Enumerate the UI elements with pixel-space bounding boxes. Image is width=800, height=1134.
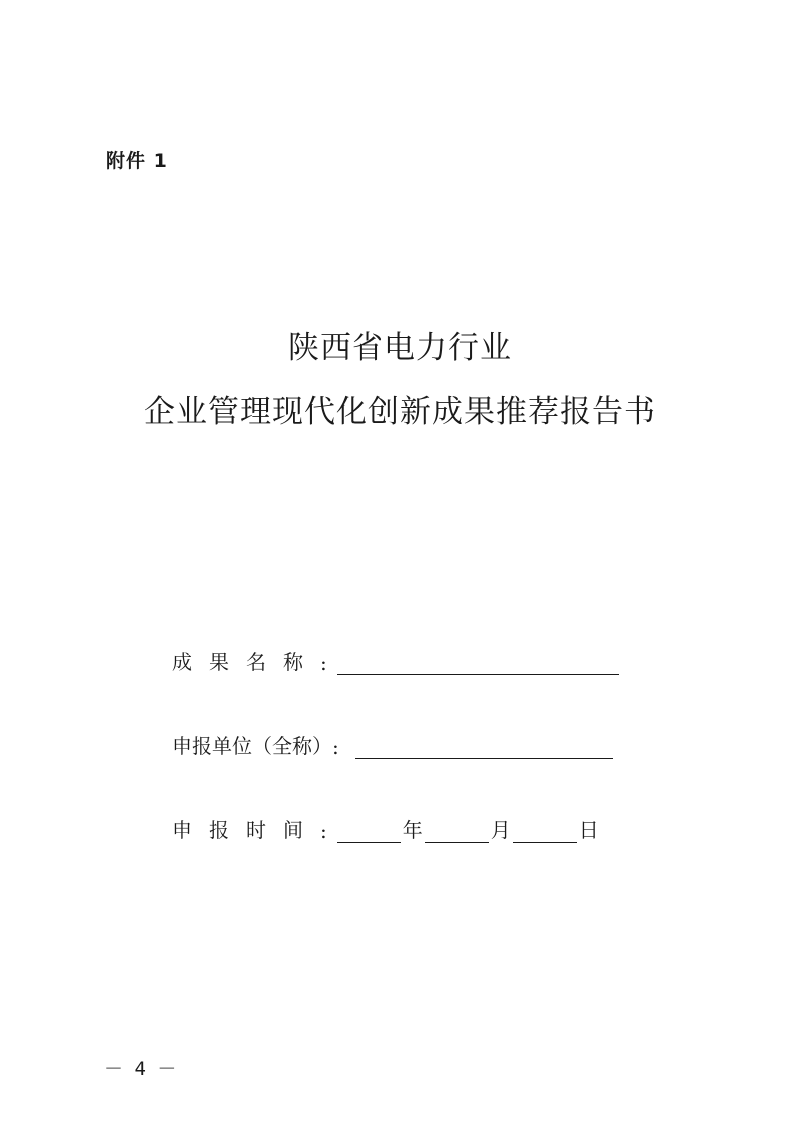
application-date-colon: : [320, 819, 327, 843]
applicant-unit-blank[interactable] [355, 738, 613, 759]
attachment-label: 附件 1 [106, 150, 168, 172]
month-unit: 月 [490, 818, 511, 842]
application-date-label: 申报时间 [172, 818, 320, 842]
document-title-line1: 陕西省电力行业 [288, 330, 512, 366]
year-blank[interactable] [337, 822, 401, 843]
year-unit: 年 [402, 818, 423, 842]
achievement-name-blank[interactable] [337, 654, 619, 675]
day-unit: 日 [578, 818, 599, 842]
month-blank[interactable] [425, 822, 489, 843]
applicant-unit-field [172, 730, 613, 759]
achievement-name-label: 成果名称 [172, 650, 320, 674]
application-date-field [172, 814, 601, 843]
day-blank[interactable] [513, 822, 577, 843]
achievement-name-field [172, 646, 619, 675]
achievement-name-colon: : [320, 651, 327, 675]
applicant-unit-label: 申报单位（全称） [172, 734, 332, 758]
document-title-line2: 企业管理现代化创新成果推荐报告书 [144, 394, 656, 430]
page-number: － 4 － [104, 1058, 177, 1080]
applicant-unit-colon: : [332, 735, 339, 759]
